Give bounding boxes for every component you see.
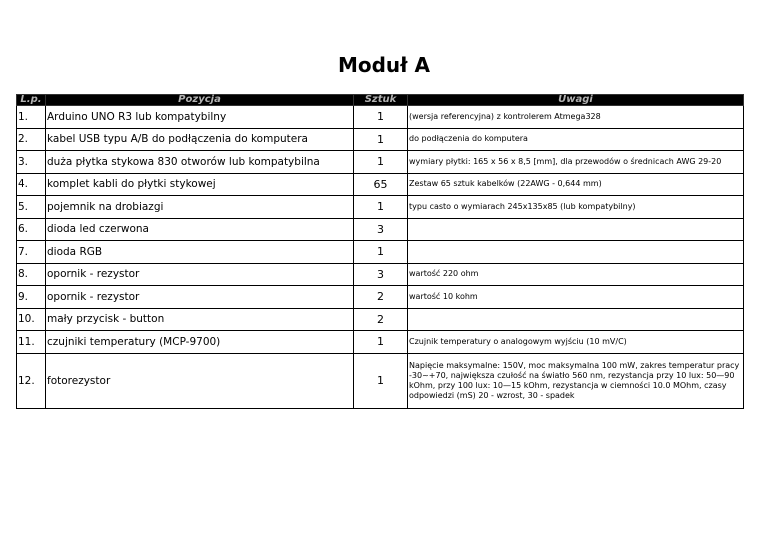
row-note: wartość 220 ohm bbox=[408, 263, 744, 286]
header-qty: Sztuk bbox=[354, 95, 408, 106]
row-note: wartość 10 kohm bbox=[408, 286, 744, 309]
row-lp: 2. bbox=[17, 128, 46, 151]
page-title: Moduł A bbox=[337, 53, 431, 77]
row-item: czujniki temperatury (MCP-9700) bbox=[46, 331, 354, 354]
row-qty: 1 bbox=[354, 196, 408, 219]
row-qty: 1 bbox=[354, 353, 408, 408]
header-lp: L.p. bbox=[17, 95, 46, 106]
row-note: Napięcie maksymalne: 150V, moc maksymalna 100 mW, zakres temperatur pracy -30~+70, największa czułość na światło 560 nm, rezystancja przy 10 lux: 50—90 kOhm, przy 100 lux: 10—15 kOhm, rezystancja w ciemności 10.0 MOhm, czasy odpowiedzi (mS) 20 - wzrost, 30 - spadek bbox=[408, 353, 744, 408]
row-lp: 9. bbox=[17, 286, 46, 309]
row-note: wymiary płytki: 165 x 56 x 8,5 [mm], dla przewodów o średnicach AWG 29-20 bbox=[408, 151, 744, 174]
row-item: opornik - rezystor bbox=[46, 286, 354, 309]
table-row bbox=[17, 331, 744, 354]
row-note bbox=[408, 308, 744, 331]
table-row bbox=[17, 106, 744, 129]
row-lp: 7. bbox=[17, 241, 46, 264]
row-note: do podłączenia do komputera bbox=[408, 128, 744, 151]
row-qty: 1 bbox=[354, 331, 408, 354]
row-item: fotorezystor bbox=[46, 353, 354, 408]
row-qty: 1 bbox=[354, 106, 408, 129]
row-item: dioda RGB bbox=[46, 241, 354, 264]
row-lp: 6. bbox=[17, 218, 46, 241]
row-lp: 1. bbox=[17, 106, 46, 129]
header-item: Pozycja bbox=[46, 95, 354, 106]
row-qty: 2 bbox=[354, 308, 408, 331]
row-lp: 12. bbox=[17, 353, 46, 408]
row-item: dioda led czerwona bbox=[46, 218, 354, 241]
row-note bbox=[408, 241, 744, 264]
table-row bbox=[17, 151, 744, 174]
row-qty: 1 bbox=[354, 241, 408, 264]
row-lp: 5. bbox=[17, 196, 46, 219]
row-qty: 1 bbox=[354, 151, 408, 174]
row-qty: 2 bbox=[354, 286, 408, 309]
row-lp: 4. bbox=[17, 173, 46, 196]
row-note: typu casto o wymiarach 245x135x85 (lub kompatybilny) bbox=[408, 196, 744, 219]
table-row bbox=[17, 128, 744, 151]
row-lp: 3. bbox=[17, 151, 46, 174]
row-lp: 10. bbox=[17, 308, 46, 331]
row-item: opornik - rezystor bbox=[46, 263, 354, 286]
row-note: (wersja referencyjna) z kontrolerem Atmega328 bbox=[408, 106, 744, 129]
row-qty: 1 bbox=[354, 128, 408, 151]
row-qty: 3 bbox=[354, 218, 408, 241]
row-lp: 8. bbox=[17, 263, 46, 286]
table-row bbox=[17, 173, 744, 196]
row-qty: 65 bbox=[354, 173, 408, 196]
row-item: Arduino UNO R3 lub kompatybilny bbox=[46, 106, 354, 129]
row-qty: 3 bbox=[354, 263, 408, 286]
header-notes: Uwagi bbox=[408, 95, 744, 106]
table-row bbox=[17, 263, 744, 286]
table-row bbox=[17, 196, 744, 219]
row-note: Czujnik temperatury o analogowym wyjściu (10 mV/C) bbox=[408, 331, 744, 354]
table-row bbox=[17, 286, 744, 309]
table-row bbox=[17, 218, 744, 241]
row-item: duża płytka stykowa 830 otworów lub kompatybilna bbox=[46, 151, 354, 174]
row-lp: 11. bbox=[17, 331, 46, 354]
row-note: Zestaw 65 sztuk kabelków (22AWG - 0,644 mm) bbox=[408, 173, 744, 196]
table-row bbox=[17, 241, 744, 264]
table-header-row bbox=[17, 95, 744, 106]
row-item: komplet kabli do płytki stykowej bbox=[46, 173, 354, 196]
row-note bbox=[408, 218, 744, 241]
parts-table bbox=[16, 94, 744, 409]
table-row bbox=[17, 308, 744, 331]
row-item: pojemnik na drobiazgi bbox=[46, 196, 354, 219]
row-item: mały przycisk - button bbox=[46, 308, 354, 331]
row-item: kabel USB typu A/B do podłączenia do komputera bbox=[46, 128, 354, 151]
table-row bbox=[17, 353, 744, 408]
